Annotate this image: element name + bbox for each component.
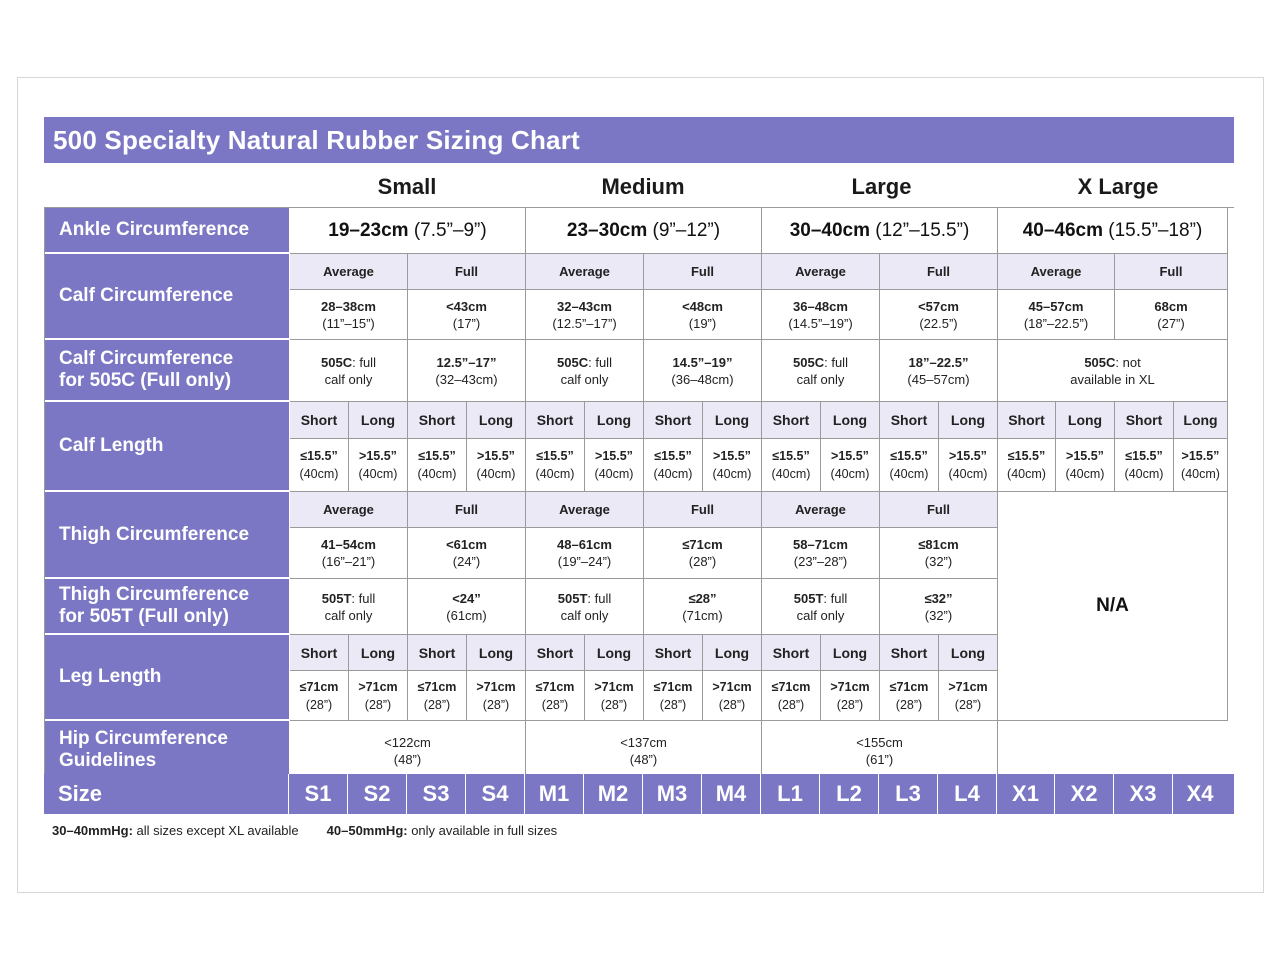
value-inline: : full	[824, 354, 848, 370]
calf-value-cell	[408, 290, 526, 340]
size-code: M2	[584, 774, 643, 814]
hip-cell	[762, 721, 998, 781]
value-secondary: (40cm)	[1181, 467, 1220, 481]
calf-length-short-label: Short	[408, 402, 467, 439]
thigh-average-label: Average	[762, 492, 880, 528]
size-code: X1	[997, 774, 1055, 814]
value-secondary: (40cm)	[830, 467, 870, 481]
thigh-full-label: Full	[644, 492, 762, 528]
row-header-calf-505c	[45, 340, 290, 402]
value-primary: >71cm	[594, 679, 634, 694]
calf-length-long-label: Long	[585, 402, 644, 439]
size-code: M3	[643, 774, 702, 814]
group-header-small: Small	[377, 174, 437, 199]
thigh-value-cell	[762, 528, 880, 579]
value-primary: 32–43cm	[557, 298, 612, 314]
value-secondary: (28”)	[688, 554, 717, 569]
leg-length-long-cell	[939, 671, 998, 721]
leg-length-short-label: Short	[880, 635, 939, 671]
calf-length-short-cell	[762, 439, 821, 492]
value-primary: ≤32”	[924, 590, 953, 606]
value-primary: ≤15.5”	[1125, 449, 1163, 463]
value-secondary: (17”)	[452, 315, 481, 331]
value-primary: ≤71cm	[653, 679, 693, 694]
value-primary: 505C	[321, 354, 353, 370]
row-header-thigh-505t	[45, 579, 290, 635]
calf-full-label: Full	[1115, 254, 1228, 290]
size-code: M1	[525, 774, 584, 814]
leg-length-short-cell	[880, 671, 939, 721]
value-inline: : full	[352, 354, 376, 370]
value-secondary: (28”)	[482, 697, 510, 712]
calf-505c-cell	[526, 340, 644, 402]
value-inline: : full	[587, 590, 612, 606]
leg-length-short-cell	[290, 671, 349, 721]
value-secondary: (40cm)	[417, 467, 457, 481]
row-header-label: Thigh Circumference	[59, 523, 250, 545]
calf-length-short-label: Short	[644, 402, 703, 439]
row-header-sublabel: for 505T (Full only)	[59, 606, 229, 627]
size-code: X2	[1055, 774, 1114, 814]
row-header-hip	[45, 721, 290, 781]
value-primary: ≤71cm	[299, 679, 339, 694]
row-header-label: Leg Length	[59, 666, 162, 687]
value-primary: 505C	[557, 354, 589, 370]
value-primary: 45–57cm	[1028, 298, 1084, 314]
value-primary: ≤15.5”	[772, 449, 810, 463]
value-primary: <137cm	[620, 734, 667, 750]
value-primary: 14.5”–19”	[672, 354, 733, 370]
calf-value-cell	[1115, 290, 1228, 340]
size-row-label: Size	[44, 774, 289, 814]
calf-average-label: Average	[998, 254, 1115, 290]
calf-length-short-label: Short	[762, 402, 821, 439]
thigh-value-cell	[644, 528, 762, 579]
thigh-505t-cell	[526, 579, 644, 635]
value-primary: ≤15.5”	[536, 449, 574, 463]
value-primary: >71cm	[358, 679, 398, 694]
value-secondary: (28”)	[954, 697, 982, 712]
hip-cell	[526, 721, 762, 781]
value-secondary: (28”)	[777, 697, 805, 712]
value-primary: 505C	[793, 354, 825, 370]
thigh-505t-cell	[408, 579, 526, 635]
value-secondary: (19”–24”)	[557, 554, 612, 569]
calf-length-long-cell	[821, 439, 880, 492]
value-secondary: (40cm)	[771, 467, 811, 481]
value-primary: <57cm	[918, 298, 959, 314]
leg-length-long-cell	[585, 671, 644, 721]
value-primary: ≤81cm	[918, 537, 959, 552]
thigh-value-cell	[880, 528, 998, 579]
ankle-cell	[290, 208, 526, 254]
xlarge-na-cell: N/A	[998, 492, 1228, 721]
value-secondary: (71cm)	[682, 607, 723, 623]
footnote-key: 30–40mmHg:	[52, 823, 133, 838]
calf-length-long-cell	[703, 439, 762, 492]
size-code: S2	[348, 774, 407, 814]
leg-length-short-label: Short	[644, 635, 703, 671]
ankle-metric: 30–40cm	[789, 219, 870, 241]
value-primary: ≤15.5”	[654, 449, 692, 463]
calf-505c-cell	[998, 340, 1228, 402]
calf-505c-cell	[762, 340, 880, 402]
value-primary: ≤71cm	[771, 679, 811, 694]
value-primary: <122cm	[384, 734, 431, 750]
value-secondary: (40cm)	[1065, 467, 1105, 481]
value-primary: >71cm	[476, 679, 516, 694]
value-primary: ≤15.5”	[418, 449, 456, 463]
value-secondary: (28”)	[836, 697, 864, 712]
ankle-metric: 19–23cm	[328, 219, 409, 241]
value-primary: ≤15.5”	[1007, 449, 1046, 463]
value-primary: <48cm	[682, 298, 723, 314]
calf-value-cell	[290, 290, 408, 340]
group-header-medium: Medium	[601, 174, 685, 199]
value-secondary: (40cm)	[535, 467, 575, 481]
value-primary: ≤71cm	[535, 679, 575, 694]
value-secondary: (40cm)	[594, 467, 634, 481]
value-primary: >15.5”	[713, 449, 751, 463]
row-header-ankle	[45, 208, 290, 254]
value-primary: ≤15.5”	[300, 449, 338, 463]
leg-length-short-cell	[526, 671, 585, 721]
value-primary: >15.5”	[359, 449, 397, 463]
calf-length-long-cell	[585, 439, 644, 492]
calf-length-short-cell	[290, 439, 349, 492]
calf-length-long-label: Long	[939, 402, 998, 439]
value-secondary: (32”)	[924, 554, 953, 569]
value-inline: : not	[1115, 354, 1141, 370]
value-primary: 58–71cm	[793, 537, 848, 552]
calf-length-short-cell	[408, 439, 467, 492]
value-secondary: (18”–22.5”)	[1023, 315, 1089, 331]
value-secondary: calf only	[324, 607, 373, 623]
thigh-505t-cell	[290, 579, 408, 635]
value-primary: ≤15.5”	[890, 449, 928, 463]
size-code: L2	[820, 774, 879, 814]
value-secondary: (40cm)	[653, 467, 693, 481]
row-header-label: Calf Circumference	[59, 285, 234, 306]
calf-length-short-label: Short	[290, 402, 349, 439]
value-secondary: (45–57cm)	[907, 371, 970, 387]
leg-length-short-label: Short	[290, 635, 349, 671]
size-code: S3	[407, 774, 466, 814]
value-secondary: (40cm)	[299, 467, 339, 481]
value-secondary: (28”)	[423, 697, 451, 712]
row-header-label: Ankle Circumference	[59, 219, 250, 240]
value-secondary: (16”–21”)	[321, 554, 376, 569]
leg-length-short-cell	[644, 671, 703, 721]
value-primary: <43cm	[446, 298, 487, 314]
thigh-value-cell	[408, 528, 526, 579]
calf-length-long-cell	[1174, 439, 1228, 492]
calf-average-label: Average	[762, 254, 880, 290]
value-secondary: (40cm)	[476, 467, 516, 481]
calf-length-long-cell	[939, 439, 998, 492]
size-code: S1	[289, 774, 348, 814]
ankle-imperial: (15.5”–18”)	[1103, 219, 1203, 241]
leg-length-long-label: Long	[585, 635, 644, 671]
group-header-large: Large	[851, 174, 912, 199]
value-secondary: (40cm)	[889, 467, 929, 481]
ankle-imperial: (9”–12”)	[647, 219, 721, 241]
leg-length-long-cell	[821, 671, 880, 721]
value-primary: 505T	[557, 590, 588, 606]
calf-length-long-label: Long	[1056, 402, 1115, 439]
value-primary: 41–54cm	[321, 537, 376, 552]
value-secondary: (28”)	[718, 697, 746, 712]
value-secondary: (28”)	[895, 697, 923, 712]
thigh-505t-cell	[644, 579, 762, 635]
calf-full-label: Full	[408, 254, 526, 290]
calf-length-short-label: Short	[526, 402, 585, 439]
calf-length-long-cell	[467, 439, 526, 492]
value-secondary: (28”)	[600, 697, 628, 712]
value-secondary: (40cm)	[948, 467, 988, 481]
value-secondary: calf only	[796, 371, 845, 387]
footnote-text: only available in full sizes	[407, 823, 558, 838]
value-primary: <24”	[452, 590, 481, 606]
ankle-metric: 40–46cm	[1022, 219, 1103, 241]
row-header-label: Hip Circumference	[59, 728, 228, 749]
ankle-metric: 23–30cm	[566, 219, 648, 241]
value-primary: >15.5”	[1181, 449, 1220, 463]
calf-length-short-label: Short	[880, 402, 939, 439]
sizing-table	[44, 207, 1234, 774]
size-code: X3	[1114, 774, 1173, 814]
ankle-cell	[998, 208, 1228, 254]
calf-length-long-label: Long	[1174, 402, 1228, 439]
ankle-cell	[526, 208, 762, 254]
value-secondary: calf only	[560, 607, 609, 623]
value-primary: >15.5”	[477, 449, 515, 463]
value-primary: 48–61cm	[557, 537, 612, 552]
leg-length-short-cell	[762, 671, 821, 721]
value-secondary: (28”)	[305, 697, 333, 712]
value-primary: 12.5”–17”	[436, 354, 497, 370]
calf-length-long-label: Long	[821, 402, 880, 439]
calf-value-cell	[526, 290, 644, 340]
value-secondary: (22.5”)	[919, 315, 958, 331]
value-secondary: (61cm)	[446, 607, 487, 623]
calf-length-short-label: Short	[1115, 402, 1174, 439]
thigh-average-label: Average	[290, 492, 408, 528]
calf-505c-cell	[408, 340, 526, 402]
calf-average-label: Average	[290, 254, 408, 290]
leg-length-long-label: Long	[821, 635, 880, 671]
value-secondary: (40cm)	[358, 467, 398, 481]
size-row	[44, 774, 1234, 814]
row-header-sublabel: Guidelines	[59, 750, 157, 771]
calf-value-cell	[762, 290, 880, 340]
value-secondary: (28”)	[364, 697, 392, 712]
thigh-505t-cell	[880, 579, 998, 635]
thigh-value-cell	[526, 528, 644, 579]
leg-length-long-label: Long	[939, 635, 998, 671]
calf-value-cell	[998, 290, 1115, 340]
ankle-imperial: (7.5”–9”)	[408, 219, 487, 241]
size-code: M4	[702, 774, 761, 814]
value-secondary: (40cm)	[712, 467, 752, 481]
value-secondary: (23”–28”)	[793, 554, 848, 569]
value-inline: : full	[823, 590, 848, 606]
value-primary: >71cm	[712, 679, 752, 694]
leg-length-long-label: Long	[349, 635, 408, 671]
calf-length-short-cell	[644, 439, 703, 492]
value-primary: ≤71cm	[417, 679, 457, 694]
row-header-label: Calf Circumference	[59, 348, 234, 369]
chart-title: 500 Specialty Natural Rubber Sizing Chart	[53, 125, 580, 155]
thigh-full-label: Full	[880, 492, 998, 528]
row-header-thigh	[45, 492, 290, 579]
calf-length-short-label: Short	[998, 402, 1056, 439]
calf-length-long-label: Long	[467, 402, 526, 439]
row-header-calf	[45, 254, 290, 340]
row-header-label: Calf Length	[59, 435, 164, 456]
calf-full-label: Full	[644, 254, 762, 290]
size-code: X4	[1186, 781, 1214, 806]
footnote	[52, 823, 299, 838]
value-primary: 36–48cm	[793, 298, 848, 314]
row-header-leg-length	[45, 635, 290, 721]
value-primary: <155cm	[856, 734, 903, 750]
calf-length-long-label: Long	[349, 402, 408, 439]
value-secondary: (11”–15”)	[322, 315, 375, 331]
size-code: L4	[938, 774, 997, 814]
value-secondary: (40cm)	[1007, 467, 1046, 481]
leg-length-short-label: Short	[526, 635, 585, 671]
value-primary: ≤71cm	[889, 679, 929, 694]
value-secondary: (27”)	[1157, 315, 1185, 331]
calf-length-short-cell	[1115, 439, 1174, 492]
size-code: S4	[466, 774, 525, 814]
leg-length-long-cell	[703, 671, 762, 721]
value-secondary: (40cm)	[1124, 467, 1164, 481]
leg-length-long-label: Long	[703, 635, 762, 671]
leg-length-long-cell	[349, 671, 408, 721]
footnotes	[52, 822, 557, 840]
size-code: L1	[761, 774, 820, 814]
value-primary: 68cm	[1154, 298, 1188, 314]
row-header-label: Thigh Circumference	[59, 584, 250, 605]
value-primary: >71cm	[830, 679, 870, 694]
row-header-calf-length	[45, 402, 290, 492]
calf-505c-cell	[290, 340, 408, 402]
row-header-sublabel: for 505C (Full only)	[59, 370, 232, 391]
calf-length-long-cell	[1056, 439, 1115, 492]
value-secondary: (24”)	[452, 554, 481, 569]
footnote	[327, 823, 558, 838]
value-secondary: (48”)	[393, 751, 422, 767]
calf-length-short-cell	[526, 439, 585, 492]
value-inline: : full	[588, 354, 612, 370]
leg-length-long-label: Long	[467, 635, 526, 671]
thigh-full-label: Full	[408, 492, 526, 528]
leg-length-short-cell	[408, 671, 467, 721]
calf-full-label: Full	[880, 254, 998, 290]
ankle-cell	[762, 208, 998, 254]
value-inline: : full	[351, 590, 376, 606]
value-primary: 18”–22.5”	[908, 354, 969, 370]
leg-length-short-label: Short	[762, 635, 821, 671]
value-primary: 505T	[321, 590, 352, 606]
leg-length-long-cell	[467, 671, 526, 721]
value-secondary: available in XL	[1070, 371, 1155, 387]
footnote-text: all sizes except XL available	[132, 823, 299, 838]
hip-cell	[290, 721, 526, 781]
calf-length-short-cell	[998, 439, 1056, 492]
calf-length-long-cell	[349, 439, 408, 492]
value-primary: >15.5”	[831, 449, 869, 463]
thigh-average-label: Average	[526, 492, 644, 528]
value-primary: >15.5”	[1066, 449, 1104, 463]
thigh-value-cell	[290, 528, 408, 579]
value-secondary: (28”)	[541, 697, 569, 712]
value-secondary: calf only	[796, 607, 845, 623]
thigh-505t-cell	[762, 579, 880, 635]
leg-length-short-label: Short	[408, 635, 467, 671]
ankle-imperial: (12”–15.5”)	[870, 219, 970, 241]
value-primary: 28–38cm	[321, 298, 376, 314]
group-header-xlarge: X Large	[1077, 174, 1159, 199]
value-secondary: (19”)	[688, 315, 717, 331]
value-primary: >15.5”	[595, 449, 633, 463]
value-primary: <61cm	[446, 537, 487, 552]
calf-length-short-cell	[880, 439, 939, 492]
value-secondary: (32–43cm)	[435, 371, 498, 387]
calf-505c-cell	[644, 340, 762, 402]
value-primary: >71cm	[948, 679, 988, 694]
calf-505c-cell	[880, 340, 998, 402]
value-secondary: (14.5”–19”)	[788, 315, 853, 331]
value-secondary: (48”)	[629, 751, 658, 767]
value-primary: ≤28”	[688, 590, 717, 606]
value-primary: >15.5”	[949, 449, 987, 463]
value-primary: 505T	[793, 590, 824, 606]
calf-average-label: Average	[526, 254, 644, 290]
value-secondary: calf only	[324, 371, 373, 387]
value-secondary: (12.5”–17”)	[552, 315, 617, 331]
value-primary: ≤71cm	[682, 537, 723, 552]
calf-length-long-label: Long	[703, 402, 762, 439]
calf-value-cell	[880, 290, 998, 340]
value-secondary: (61”)	[865, 751, 894, 767]
value-secondary: (32”)	[924, 607, 953, 623]
footnote-key: 40–50mmHg:	[326, 823, 408, 838]
value-secondary: (36–48cm)	[671, 371, 734, 387]
value-secondary: calf only	[560, 371, 609, 387]
value-secondary: (28”)	[659, 697, 687, 712]
calf-value-cell	[644, 290, 762, 340]
value-primary: 505C	[1084, 354, 1116, 370]
size-code: L3	[879, 774, 938, 814]
